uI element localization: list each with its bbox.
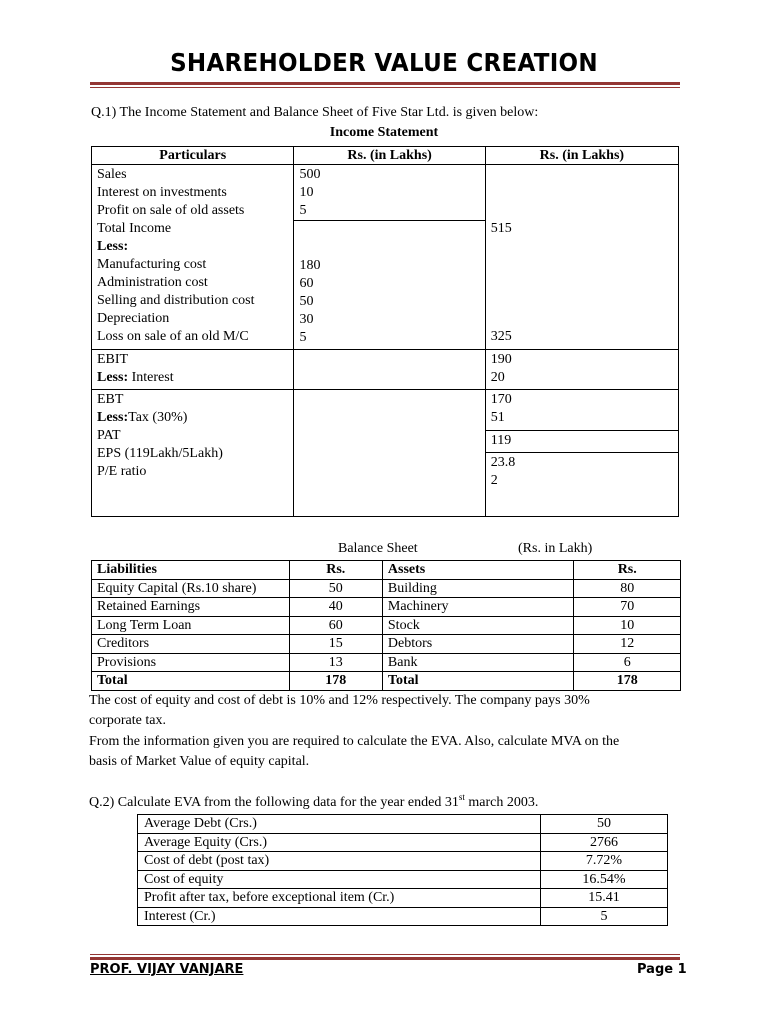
label-ebt: EBT bbox=[97, 392, 124, 407]
eva-item-label: Profit after tax, before exceptional item (Cr.) bbox=[138, 889, 541, 908]
label-depreciation: Depreciation bbox=[97, 311, 170, 326]
label-less-bold: Less: bbox=[97, 370, 129, 385]
ebt-labels bbox=[92, 390, 294, 517]
value-pe: 2 bbox=[490, 473, 498, 488]
label-sales: Sales bbox=[97, 167, 127, 182]
label-pe-ratio: P/E ratio bbox=[97, 464, 147, 479]
eva-item-value: 2766 bbox=[541, 833, 668, 852]
liability-name: Retained Earnings bbox=[92, 598, 290, 617]
eva-item-label: Cost of debt (post tax) bbox=[138, 852, 541, 871]
liability-value: 15 bbox=[289, 635, 382, 654]
table-row bbox=[92, 653, 681, 672]
table-row bbox=[92, 165, 679, 350]
q2-intro-tail: march 2003. bbox=[464, 795, 539, 810]
liability-value: 50 bbox=[289, 579, 382, 598]
header-assets: Assets bbox=[382, 561, 574, 580]
q2-intro-superscript: st bbox=[458, 792, 465, 802]
asset-name: Building bbox=[382, 579, 574, 598]
q1-intro: Q.1) The Income Statement and Balance Sheet of Five Star Ltd. is given below: bbox=[91, 105, 539, 120]
table-row bbox=[92, 350, 679, 390]
header-rs-lakhs-total: Rs. (in Lakhs) bbox=[485, 147, 678, 165]
value-depreciation: 30 bbox=[299, 312, 314, 327]
income-statement-table bbox=[91, 146, 679, 517]
income-block-values bbox=[294, 165, 485, 350]
eva-item-label: Interest (Cr.) bbox=[138, 907, 541, 926]
table-row bbox=[92, 635, 681, 654]
eva-item-value: 7.72% bbox=[541, 852, 668, 871]
value-interest-expense: 20 bbox=[490, 370, 505, 385]
asset-value: 10 bbox=[574, 616, 681, 635]
liabilities-total-label: Total bbox=[92, 672, 290, 691]
value-administration: 60 bbox=[299, 276, 314, 291]
liability-name: Equity Capital (Rs.10 share) bbox=[92, 579, 290, 598]
para1-line2: corporate tax. bbox=[89, 713, 166, 728]
eva-item-value: 50 bbox=[541, 815, 668, 834]
values-block1 bbox=[294, 165, 484, 221]
table-row bbox=[138, 833, 668, 852]
asset-name: Debtors bbox=[382, 635, 574, 654]
total-expenses-value: 325 bbox=[490, 329, 512, 344]
label-administration-cost: Administration cost bbox=[97, 275, 208, 290]
eva-item-value: 15.41 bbox=[541, 889, 668, 908]
income-block-totals bbox=[485, 165, 678, 350]
label-less: Less: bbox=[97, 239, 129, 254]
totals-spacer bbox=[491, 166, 673, 220]
para1-line1: The cost of equity and cost of debt is 10% and 12% respectively. The company pays 30% bbox=[89, 693, 590, 708]
title-rule-thick bbox=[90, 82, 680, 85]
asset-name: Stock bbox=[382, 616, 574, 635]
para2-line2: basis of Market Value of equity capital. bbox=[89, 754, 310, 769]
values-block2 bbox=[294, 221, 484, 347]
assets-total-value: 178 bbox=[574, 672, 681, 691]
label-pat: PAT bbox=[97, 428, 121, 443]
income-statement-heading: Income Statement bbox=[329, 125, 439, 140]
liability-name: Long Term Loan bbox=[92, 616, 290, 635]
value-pat: 119 bbox=[486, 431, 678, 453]
label-loss-sale-mc: Loss on sale of an old M/C bbox=[97, 329, 249, 344]
value-selling: 50 bbox=[299, 294, 314, 309]
liability-value: 40 bbox=[289, 598, 382, 617]
header-liab-rs: Rs. bbox=[289, 561, 382, 580]
table-row bbox=[92, 598, 681, 617]
ebit-values-empty bbox=[294, 350, 485, 390]
footer-author: PROF. VIJAY VANJARE bbox=[90, 962, 244, 977]
label-less-tax-bold: Less: bbox=[97, 410, 129, 425]
label-interest: Interest bbox=[128, 370, 174, 385]
label-manufacturing-cost: Manufacturing cost bbox=[97, 257, 207, 272]
table-row bbox=[138, 889, 668, 908]
q2-intro-text: Q.2) Calculate EVA from the following data for the year ended 31 bbox=[89, 795, 459, 810]
table-header-row bbox=[92, 147, 679, 165]
asset-name: Bank bbox=[382, 653, 574, 672]
label-less-tax bbox=[97, 409, 288, 427]
value-sales: 500 bbox=[299, 167, 321, 182]
balance-sheet-table bbox=[91, 560, 681, 691]
ebit-labels bbox=[92, 350, 294, 390]
table-row bbox=[138, 852, 668, 871]
table-row bbox=[92, 390, 679, 517]
eva-item-value: 16.54% bbox=[541, 870, 668, 889]
value-tax: 51 bbox=[490, 410, 505, 425]
table-row bbox=[92, 579, 681, 598]
liabilities-total-value: 178 bbox=[289, 672, 382, 691]
ebt-values-empty bbox=[294, 390, 485, 517]
footer-rule-thick bbox=[90, 957, 680, 960]
totals-ebt-tax bbox=[486, 390, 678, 431]
label-interest-investments: Interest on investments bbox=[97, 185, 227, 200]
table-row bbox=[138, 815, 668, 834]
eva-item-label: Cost of equity bbox=[138, 870, 541, 889]
header-rs-lakhs: Rs. (in Lakhs) bbox=[294, 147, 485, 165]
value-interest: 10 bbox=[299, 185, 314, 200]
q2-intro bbox=[89, 794, 538, 812]
income-block-labels bbox=[92, 165, 294, 350]
total-income-value: 515 bbox=[490, 221, 512, 236]
asset-value: 70 bbox=[574, 598, 681, 617]
balance-sheet-heading: Balance Sheet bbox=[338, 541, 418, 556]
liability-name: Provisions bbox=[92, 653, 290, 672]
eva-item-value: 5 bbox=[541, 907, 668, 926]
value-manufacturing: 180 bbox=[299, 258, 321, 273]
eva-data-table bbox=[137, 814, 668, 926]
totals-spacer-2 bbox=[491, 238, 673, 328]
title-rule-thin bbox=[90, 87, 680, 88]
ebt-totals bbox=[485, 390, 678, 517]
header-assets-rs: Rs. bbox=[574, 561, 681, 580]
header-liabilities: Liabilities bbox=[92, 561, 290, 580]
value-loss-mc: 5 bbox=[299, 330, 307, 345]
eva-item-label: Average Debt (Crs.) bbox=[138, 815, 541, 834]
para2-line1: From the information given you are required to calculate the EVA. Also, calculate MVA on the bbox=[89, 734, 620, 749]
eva-item-label: Average Equity (Crs.) bbox=[138, 833, 541, 852]
asset-value: 12 bbox=[574, 635, 681, 654]
value-ebt: 170 bbox=[490, 392, 512, 407]
footer-page-number: Page 1 bbox=[637, 962, 687, 977]
table-row bbox=[92, 616, 681, 635]
label-total-income: Total Income bbox=[97, 221, 172, 236]
table-total-row bbox=[92, 672, 681, 691]
label-profit-sale-assets: Profit on sale of old assets bbox=[97, 203, 245, 218]
label-less-interest bbox=[97, 369, 288, 387]
liability-name: Creditors bbox=[92, 635, 290, 654]
table-row bbox=[138, 907, 668, 926]
table-header-row bbox=[92, 561, 681, 580]
liability-value: 13 bbox=[289, 653, 382, 672]
asset-name: Machinery bbox=[382, 598, 574, 617]
totals-eps-pe bbox=[486, 453, 678, 491]
header-particulars: Particulars bbox=[92, 147, 294, 165]
balance-sheet-unit: (Rs. in Lakh) bbox=[518, 541, 593, 556]
liability-value: 60 bbox=[289, 616, 382, 635]
label-selling-distribution: Selling and distribution cost bbox=[97, 293, 255, 308]
asset-value: 80 bbox=[574, 579, 681, 598]
ebit-totals bbox=[485, 350, 678, 390]
asset-value: 6 bbox=[574, 653, 681, 672]
value-ebit: 190 bbox=[490, 352, 512, 367]
table-row bbox=[138, 870, 668, 889]
assets-total-label: Total bbox=[382, 672, 574, 691]
value-spacer bbox=[299, 221, 479, 257]
footer-rule-thin bbox=[90, 954, 680, 955]
label-ebit: EBIT bbox=[97, 352, 129, 367]
value-profit-sale: 5 bbox=[299, 203, 307, 218]
label-tax: Tax (30%) bbox=[128, 410, 188, 425]
value-eps: 23.8 bbox=[490, 455, 516, 470]
label-eps: EPS (119Lakh/5Lakh) bbox=[97, 446, 223, 461]
page-title: SHAREHOLDER VALUE CREATION bbox=[170, 48, 598, 77]
